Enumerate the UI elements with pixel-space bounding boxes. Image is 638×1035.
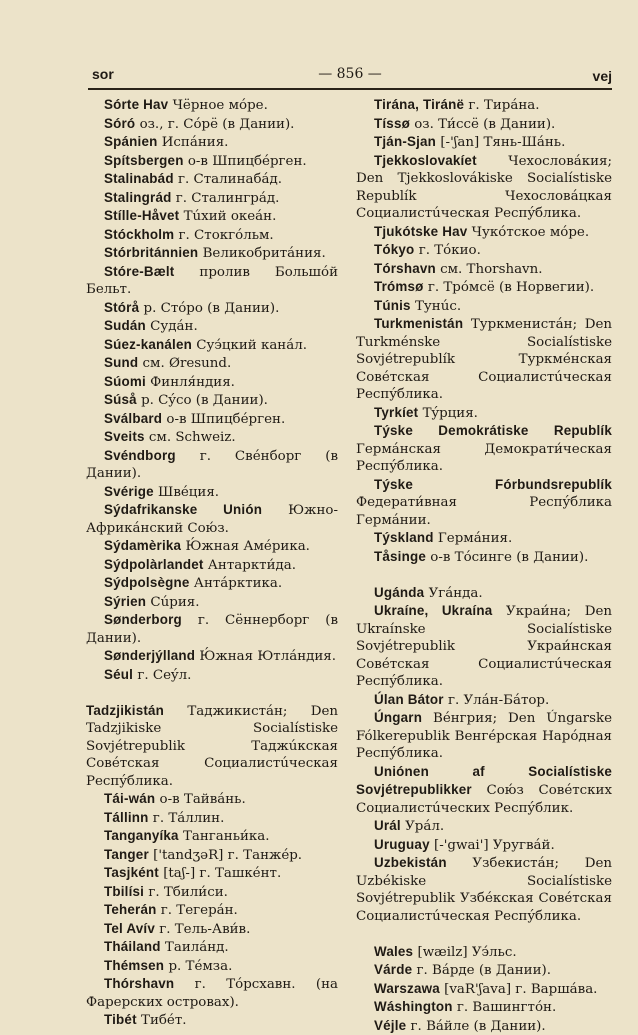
entry-definition: оз. Ти́ссё (в Дании). [410, 117, 555, 132]
entry-headword: Tanger [104, 847, 149, 862]
entry-definition: Ю́жная Амéрика. [181, 539, 310, 554]
entry-headword: Tåsinge [374, 549, 426, 564]
dictionary-entry [356, 602, 612, 691]
dictionary-entry [356, 584, 612, 603]
entry-definition: Танганьи́ка. [179, 829, 270, 844]
entry-definition: Сúрия. [146, 595, 199, 610]
entry-headword: Sudán [104, 318, 146, 333]
entry-definition: г. Вáйле (в Дании). [406, 1019, 545, 1034]
dictionary-entry [356, 709, 612, 763]
entry-definition: Чёрное мóре. [168, 98, 268, 113]
entry-definition: Сою́з Совéтских Социалистúческих Респýблик. [356, 783, 612, 816]
entry-headword: Tókyo [374, 242, 414, 257]
entry-headword: Warszawa [374, 981, 440, 996]
entry-headword: Úlan Bátor [374, 692, 444, 707]
entry-definition: [-'ʃan] Тянь-Шáнь. [436, 135, 565, 150]
entry-headword: Turkmenistán [374, 316, 463, 331]
entry-headword: Tbilísi [104, 884, 144, 899]
dictionary-entry [86, 354, 338, 373]
entry-headword: Thémsen [104, 958, 164, 973]
header-left-guide-word: sor [92, 66, 114, 82]
dictionary-entry [86, 317, 338, 336]
entry-definition: г. Тегерáн. [157, 903, 238, 918]
header-rule [88, 88, 612, 90]
dictionary-entry [86, 170, 338, 189]
entry-headword: Várde [374, 962, 412, 977]
dictionary-entry [356, 854, 612, 925]
dictionary-entry [356, 96, 612, 115]
entry-headword: Sønderborg [104, 612, 182, 627]
entry-headword: Tjekkoslovakíet [374, 153, 477, 168]
entry-headword: Tyrkíet [374, 405, 418, 420]
entry-definition: г. Сённерборг (в Дании). [86, 613, 338, 646]
entry-definition: Ю́жная Ютлáндия. [195, 649, 336, 664]
entry-headword: Teherán [104, 902, 157, 917]
entry-definition: г. Тóкио. [414, 243, 480, 258]
entry-definition: пролив Большóй Бельт. [86, 265, 338, 298]
dictionary-entry [86, 920, 338, 939]
dictionary-entry [356, 223, 612, 242]
entry-headword: Stórbritánnien [104, 245, 198, 260]
entry-definition: Тýрция. [418, 406, 478, 421]
entry-headword: Týskland [374, 530, 434, 545]
entry-headword: Séul [104, 667, 133, 682]
entry-definition: [vaR'ʃava] г. Варшáва. [440, 982, 598, 997]
dictionary-entry [356, 529, 612, 548]
entry-definition: Гермáния. [434, 531, 513, 546]
entry-headword: Sund [104, 355, 138, 370]
entry-headword: Súså [104, 392, 137, 407]
dictionary-entry [86, 115, 338, 134]
dictionary-entry [86, 611, 338, 647]
dictionary-entry [356, 297, 612, 316]
entry-headword: Svéndborg [104, 448, 176, 463]
entry-definition: г. Стокгóльм. [174, 228, 273, 243]
entry-headword: Tel Avív [104, 921, 155, 936]
entry-definition: Тúхий океáн. [179, 209, 276, 224]
dictionary-entry [86, 373, 338, 392]
entry-definition: Вéнгрия; Den Úngarske Fólkerepublik Венгéрская Нарóдная Респýблика. [356, 711, 612, 761]
entry-headword: Thórshavn [104, 976, 174, 991]
right-column [356, 96, 612, 1035]
entry-definition: [wæilz] Уэ́льс. [413, 945, 516, 960]
dictionary-entry [356, 961, 612, 980]
dictionary-entry [356, 241, 612, 260]
entry-definition: Антáрктика. [190, 576, 283, 591]
dictionary-entry [356, 115, 612, 134]
dictionary-entry [86, 901, 338, 920]
dictionary-entry [86, 809, 338, 828]
entry-headword: Wáshington [374, 999, 453, 1014]
entry-definition: г. Тирáна. [464, 98, 539, 113]
entry-headword: Uniónen af Socialístiske Sovjétrepublikker [356, 764, 612, 798]
dictionary-entry [356, 1017, 612, 1035]
entry-definition: Чехословáкия; Den Tjekkoslovákiske Socialístiske Republík Чехословáцкая Социалистúческая Респýблика. [356, 154, 612, 222]
entry-headword: Túnis [374, 298, 411, 313]
entry-definition: Угáнда. [424, 586, 482, 601]
entry-definition: г. Сеýл. [133, 668, 191, 683]
dictionary-entry [86, 574, 338, 593]
entry-headword: Tállinn [104, 810, 149, 825]
left-column [86, 96, 338, 1030]
entry-definition: г. Тель-Ави́в. [155, 922, 250, 937]
dictionary-entry [356, 980, 612, 999]
dictionary-entry [356, 133, 612, 152]
dictionary-entry [86, 244, 338, 263]
entry-definition: р. Тéмза. [164, 959, 232, 974]
entry-headword: Sórte Hav [104, 97, 168, 112]
dictionary-entry [86, 827, 338, 846]
entry-headword: Tadzjikistán [86, 703, 164, 718]
entry-headword: Urál [374, 818, 401, 833]
dictionary-entry [86, 666, 338, 685]
entry-definition: г. Улáн-Бáтор. [444, 693, 550, 708]
entry-headword: Sveits [104, 429, 145, 444]
dictionary-entry [86, 152, 338, 171]
entry-headword: Stóckholm [104, 227, 174, 242]
entry-definition: г. Тáллин. [149, 811, 225, 826]
entry-definition: Тунúс. [411, 299, 461, 314]
entry-headword: Tái-wán [104, 791, 155, 806]
entry-definition: Финля́ндия. [146, 375, 235, 390]
entry-definition: ['tandʒəR] г. Танжéр. [149, 848, 302, 863]
dictionary-entry [356, 763, 612, 818]
entry-definition: Таджикистáн; Den Tadzjikiske Socialístiske Sovjétrepublik Таджúкская Совéтская Социалистúческая Респýблика. [86, 704, 338, 789]
entry-definition: Федерати́вная Респýблика Гермáнии. [356, 495, 612, 528]
entry-headword: Tasjként [104, 865, 159, 880]
dictionary-entry [86, 428, 338, 447]
entry-definition: Великобритáния. [198, 246, 325, 261]
entry-definition: г. Трóмсё (в Норвегии). [424, 280, 595, 295]
entry-definition: см. Øresund. [138, 356, 231, 371]
entry-headword: Ugánda [374, 585, 424, 600]
entry-headword: Sýdpolsègne [104, 575, 190, 590]
dictionary-entry [86, 189, 338, 208]
dictionary-entry [86, 790, 338, 809]
entry-headword: Wales [374, 944, 413, 959]
entry-headword: Tibét [104, 1012, 137, 1027]
entry-definition: р. Стóро (в Дании). [139, 301, 279, 316]
dictionary-entry [86, 938, 338, 957]
entry-headword: Sýdpolàrlandet [104, 557, 204, 572]
entry-definition: Украи́на; Den Ukraínske Socialístiske Sovjétrepublik Украи́нская Совéтская Социалистúческая Респýблика. [356, 604, 612, 689]
dictionary-entry [86, 299, 338, 318]
page-number: — 856 — [88, 66, 612, 82]
entry-headword: Tján-Sjan [374, 134, 436, 149]
dictionary-entry [356, 404, 612, 423]
entry-definition: г. Тбили́си. [144, 885, 228, 900]
dictionary-entry [356, 476, 612, 530]
entry-headword: Týske Demokrátiske Republík [374, 423, 612, 438]
page-header [88, 64, 612, 90]
dictionary-entry [356, 691, 612, 710]
entry-headword: Súez-kanálen [104, 337, 192, 352]
dictionary-entry [86, 336, 338, 355]
entry-headword: Tháiland [104, 939, 161, 954]
entry-headword: Tjukótske Hav [374, 224, 467, 239]
dictionary-entry [356, 260, 612, 279]
dictionary-entry [86, 133, 338, 152]
entry-definition: г. Сталингрáд. [171, 191, 279, 206]
entry-definition: см. Schweiz. [145, 430, 236, 445]
entry-headword: Ukraíne, Ukraína [374, 603, 492, 618]
dictionary-entry [86, 846, 338, 865]
dictionary-entry [86, 556, 338, 575]
entry-definition: Южно-Африкáнский Сою́з. [86, 503, 338, 536]
header-right-guide-word: vej [593, 68, 612, 84]
dictionary-entry [86, 410, 338, 429]
dictionary-entry [86, 226, 338, 245]
entry-headword: Sýrien [104, 594, 146, 609]
entry-definition: г. Свéнборг (в Дании). [86, 449, 338, 482]
dictionary-entry [86, 263, 338, 299]
entry-headword: Stalinabád [104, 171, 174, 186]
entry-headword: Stalingrád [104, 190, 171, 205]
entry-headword: Sválbard [104, 411, 162, 426]
entry-definition: г. Вашингтóн. [453, 1000, 557, 1015]
entry-headword: Uzbekistán [374, 855, 447, 870]
entry-headword: Véjle [374, 1018, 406, 1033]
dictionary-entry [356, 548, 612, 567]
entry-definition: о-в Тóсинге (в Дании). [426, 550, 588, 565]
entry-definition: г. Вáрде (в Дании). [412, 963, 551, 978]
dictionary-entry [86, 593, 338, 612]
dictionary-entry [356, 152, 612, 223]
dictionary-entry [86, 207, 338, 226]
dictionary-entry [86, 702, 338, 791]
entry-definition: Гермáнская Демократи́ческая Респýблика. [356, 442, 612, 475]
entry-definition: г. Сталинабáд. [174, 172, 282, 187]
entry-definition: оз., г. Сóрё (в Дании). [135, 117, 294, 132]
entry-definition: Чукóтское мóре. [467, 225, 589, 240]
entry-headword: Stóre-Bælt [104, 264, 174, 279]
entry-definition: Урáл. [401, 819, 444, 834]
dictionary-entry [86, 537, 338, 556]
entry-definition: см. Thorshavn. [436, 262, 543, 277]
entry-definition: о-в Шпицбéрген. [162, 412, 285, 427]
entry-headword: Tanganyíka [104, 828, 179, 843]
entry-definition: Таилáнд. [161, 940, 229, 955]
entry-headword: Úngarn [374, 710, 422, 725]
dictionary-entry [86, 391, 338, 410]
dictionary-entry [86, 975, 338, 1011]
entry-definition: о-в Тайвáнь. [155, 792, 245, 807]
dictionary-entry [86, 647, 338, 666]
dictionary-entry [86, 864, 338, 883]
entry-definition: Швéция. [154, 485, 219, 500]
dictionary-entry [86, 483, 338, 502]
entry-headword: Spítsbergen [104, 153, 184, 168]
entry-definition: Узбекистáн; Den Uzbékiske Socialístiske Sovjétrepublik Узбéкская Совéтская Социалистúческая Респýблика. [356, 856, 612, 924]
entry-headword: Súomi [104, 374, 146, 389]
dictionary-entry [86, 447, 338, 483]
entry-headword: Stílle-Håvet [104, 208, 179, 223]
entry-definition: [taʃ-] г. Ташкéнт. [159, 866, 281, 881]
dictionary-entry [356, 836, 612, 855]
entry-definition: о-в Шпицбéрген. [184, 154, 307, 169]
entry-headword: Spánien [104, 134, 158, 149]
entry-headword: Stórå [104, 300, 139, 315]
dictionary-entry [86, 501, 338, 537]
dictionary-entry [86, 957, 338, 976]
dictionary-entry [356, 315, 612, 404]
entry-headword: Týske Fórbundsrepublík [374, 477, 612, 492]
entry-headword: Uruguay [374, 837, 430, 852]
dictionary-entry [86, 96, 338, 115]
dictionary-entry [86, 883, 338, 902]
dictionary-entry [356, 943, 612, 962]
entry-definition: р. Сýсо (в Дании). [137, 393, 268, 408]
entry-definition: Антаркти́да. [204, 558, 296, 573]
dictionary-entry [356, 998, 612, 1017]
entry-headword: Sønderjýlland [104, 648, 195, 663]
entry-headword: Sóró [104, 116, 135, 131]
entry-headword: Trómsø [374, 279, 424, 294]
dictionary-entry [356, 278, 612, 297]
entry-definition: [-'gwai'] Уругвáй. [430, 838, 555, 853]
entry-definition: Тибéт. [137, 1013, 187, 1028]
entry-headword: Tíssø [374, 116, 410, 131]
entry-definition: Испáния. [158, 135, 229, 150]
entry-headword: Tirána, Tiránë [374, 97, 464, 112]
entry-definition: г. Тóрсхавн. (на Фарерских островах). [86, 977, 338, 1010]
entry-headword: Tórshavn [374, 261, 436, 276]
entry-definition: Туркменистáн; Den Turkménske Socialístiske Sovjétrepublík Туркмéнская Совéтская Социалистúческая Респýблика. [356, 317, 612, 402]
entry-headword: Sýdamèrika [104, 538, 181, 553]
entry-definition: Суэ́цкий канáл. [192, 338, 307, 353]
dictionary-entry [356, 817, 612, 836]
entry-headword: Svérige [104, 484, 154, 499]
entry-headword: Sýdafrikanske Unión [104, 502, 262, 517]
entry-definition: Судáн. [146, 319, 198, 334]
dictionary-entry [356, 422, 612, 476]
